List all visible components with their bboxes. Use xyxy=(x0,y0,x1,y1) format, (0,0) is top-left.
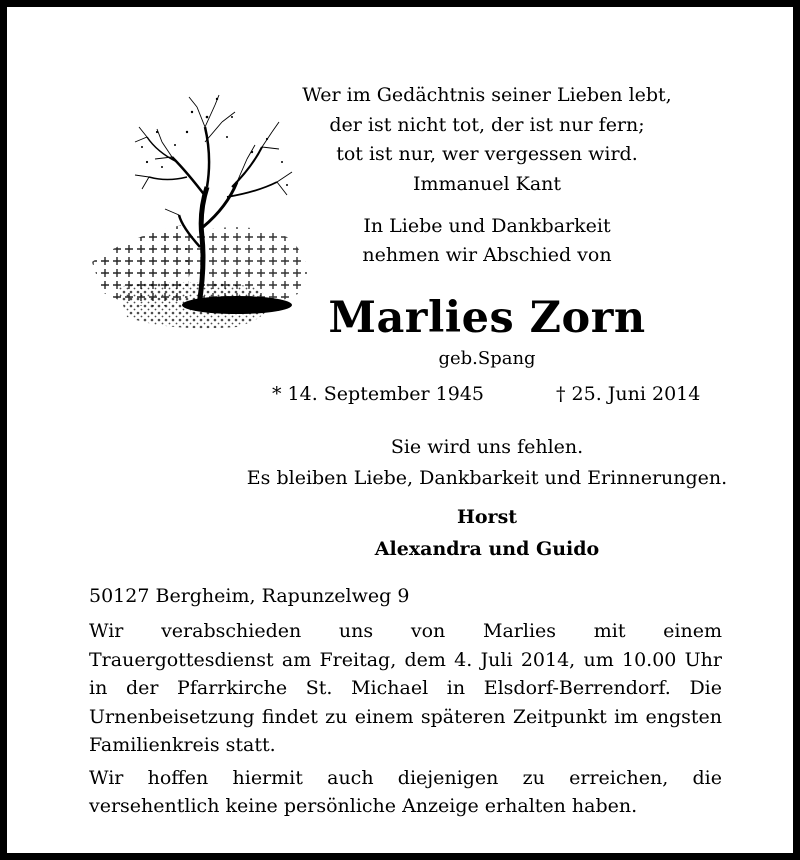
notice-paragraph: Wir hoffen hiermit auch diejenigen zu erreichen, die versehentlich keine persönliche Anzeige erhalten haben. xyxy=(89,766,722,817)
mourners xyxy=(337,501,637,565)
death-date: † 25. Juni 2014 xyxy=(556,383,701,405)
quote-line: tot ist nur, wer vergessen wird. xyxy=(336,143,638,165)
maiden-name: geb.Spang xyxy=(438,348,536,369)
memorial-quote xyxy=(272,81,702,199)
closing-line: Es bleiben Liebe, Dankbarkeit und Erinnerungen. xyxy=(246,467,728,489)
quote-line: der ist nicht tot, der ist nur fern; xyxy=(329,113,645,136)
quote-author: Immanuel Kant xyxy=(412,172,562,195)
intro-line: In Liebe und Dankbarkeit xyxy=(363,215,611,237)
farewell-intro xyxy=(272,212,702,270)
mourner-name: Horst xyxy=(456,506,518,528)
quote-line: Wer im Gedächtnis seiner Lieben lebt, xyxy=(302,84,672,106)
closing-line: Sie wird uns fehlen. xyxy=(390,436,584,458)
service-paragraph: Wir verabschieden uns von Marlies mit einem Trauergottesdienst am Freitag, dem 4. Juli 2014, um 10.00 Uhr in der Pfarrkirche St. Michael in Elsdorf-Berrendorf. Die Urnenbeisetzung findet zu einem späteren Zeitpunkt im engsten Familienkreis statt. xyxy=(89,620,722,756)
intro-line: nehmen wir Abschied von xyxy=(362,244,612,266)
service-details xyxy=(89,617,722,825)
address: 50127 Bergheim, Rapunzelweg 9 xyxy=(89,585,410,607)
mourner-name: Alexandra und Guido xyxy=(374,538,600,560)
closing-words xyxy=(237,432,737,494)
birth-date: * 14. September 1945 xyxy=(272,383,484,405)
deceased-name: Marlies Zorn xyxy=(328,293,646,343)
